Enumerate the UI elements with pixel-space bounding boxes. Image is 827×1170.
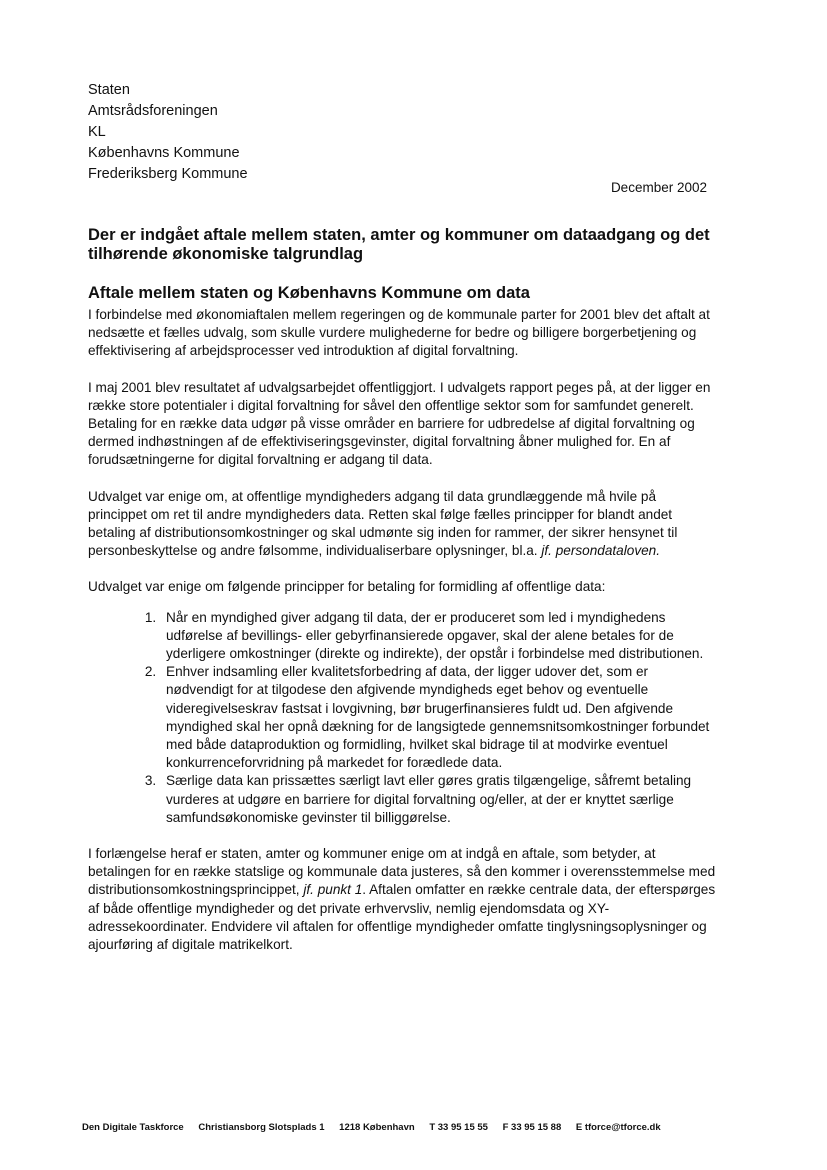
- punkt-reference: jf. punkt 1: [303, 882, 363, 898]
- recipient-staten: Staten: [88, 82, 130, 98]
- recipient-kl: KL: [88, 124, 106, 140]
- recipient-amtsraadsforeningen: Amtsrådsforeningen: [88, 103, 218, 119]
- footer-fax: F 33 95 15 88: [502, 1122, 562, 1133]
- persondataloven-reference: jf. persondataloven.: [541, 543, 661, 559]
- paragraph-report: I maj 2001 blev resultatet af udvalgsarbejdet offentliggjort. I udvalgets rapport peges på, at der ligger en række store potentialer i digital forvaltning for såvel den offentlige sektor som for samfundet generelt. Betaling for en række data udgør på visse områder en barriere for udbredelse af digital forvaltning og dermed indhøstningen af de effektiviseringsgevinster, digital forvaltning åbner mulighed for. En af forudsætningerne for digital forvaltning er adgang til data.: [88, 379, 711, 468]
- document-body: [88, 306, 718, 972]
- letterhead-footer: [82, 1122, 673, 1133]
- footer-organization: Den Digitale Taskforce: [82, 1122, 184, 1133]
- principles-list: [88, 609, 718, 827]
- footer-email: E tforce@tforce.dk: [575, 1122, 661, 1133]
- footer-street: Christiansborg Slotsplads 1: [198, 1122, 325, 1133]
- paragraph-access-text: Udvalget var enige om, at offentlige myndigheders adgang til data grundlæggende må hvile på princippet om ret til andre myndigheders data. Retten skal følge fælles principper for blandt andet betaling af distributionsomkostninger og skal udmønte sig inden for rammer, der sikrer hensynet til personbeskyttelse og andre følsomme, individualiserbare oplysninger, bl.a.: [88, 488, 678, 559]
- paragraph-principles-intro: Udvalget var enige om følgende principper for betaling for formidling af offentlige data:: [88, 579, 606, 595]
- recipient-koebenhavns-kommune: Københavns Kommune: [88, 145, 240, 161]
- paragraph-access-principle: [88, 488, 718, 561]
- recipient-frederiksberg-kommune: Frederiksberg Kommune: [88, 166, 248, 182]
- footer-phone: T 33 95 15 55: [429, 1122, 488, 1133]
- principle-item-1: 1. Når en myndighed giver adgang til data, der er produceret som led i myndighedens udførelse af bevillings- eller gebyrfinansierede opgaver, skal der alene betales for de yderligere omkostninger (direkte og indirekte), der opstår i forbindelse med distributionen.: [160, 609, 718, 664]
- document-date: December 2002: [610, 180, 707, 195]
- document-title: Der er indgået aftale mellem staten, amter og kommuner om dataadgang og det tilhørende økonomiske talgrundlag: [88, 226, 710, 263]
- section-heading: Aftale mellem staten og Københavns Kommune om data: [88, 284, 530, 302]
- paragraph-agreement-text-b: . Aftalen omfatter en række centrale data, der efterspørges af både offentlige myndigheder og det private erhvervsliv, nemlig ejendomsdata og XY-adressekoordinater. Endvidere vil aftalen for offentlige myndigheder omfatte tinglysningsoplysninger og ajourføring af digitale matrikelkort.: [88, 882, 716, 953]
- paragraph-agreement-text-a: I forlængelse heraf er staten, amter og kommuner enige om at indgå en aftale, som betyder, at betalingen for en række statslige og kommunale data justeres, så den kommer i overensstemmelse med distributionsomkostningsprincippet,: [88, 846, 716, 898]
- footer-city: 1218 København: [339, 1122, 415, 1133]
- paragraph-agreement: [88, 845, 718, 954]
- paragraph-intro: I forbindelse med økonomiaftalen mellem regeringen og de kommunale parter for 2001 blev det aftalt at nedsætte et fælles udvalg, som skulle vurdere mulighederne for bedre og billigere borgerbetjening og effektivisering af arbejdsprocesser ved introduktion af digital forvaltning.: [88, 307, 710, 359]
- principle-item-3: 3. Særlige data kan prissættes særligt lavt eller gøres gratis tilgængelige, såfremt betaling vurderes at udgøre en barriere for digital forvaltning og/eller, at der er knyttet særlige samfundsøkonomiske gevinster til billiggørelse.: [160, 772, 718, 827]
- principle-item-2: 2. Enhver indsamling eller kvalitetsforbedring af data, der ligger udover det, som er nødvendigt for at tilgodese den afgivende myndigheds eget behov og eventuelle videregivelseskrav fastsat i lovgivning, bør brugerfinansieres fuldt ud. Den afgivende myndighed skal her opnå dækning for de langsigtede gennemsnitsomkostninger forbundet med både dataproduktion og formidling, hvilket skal bidrage til at modvirke eventuel konkurrenceforvridning på markedet for forædlede data.: [160, 663, 718, 772]
- recipient-list: [88, 80, 248, 185]
